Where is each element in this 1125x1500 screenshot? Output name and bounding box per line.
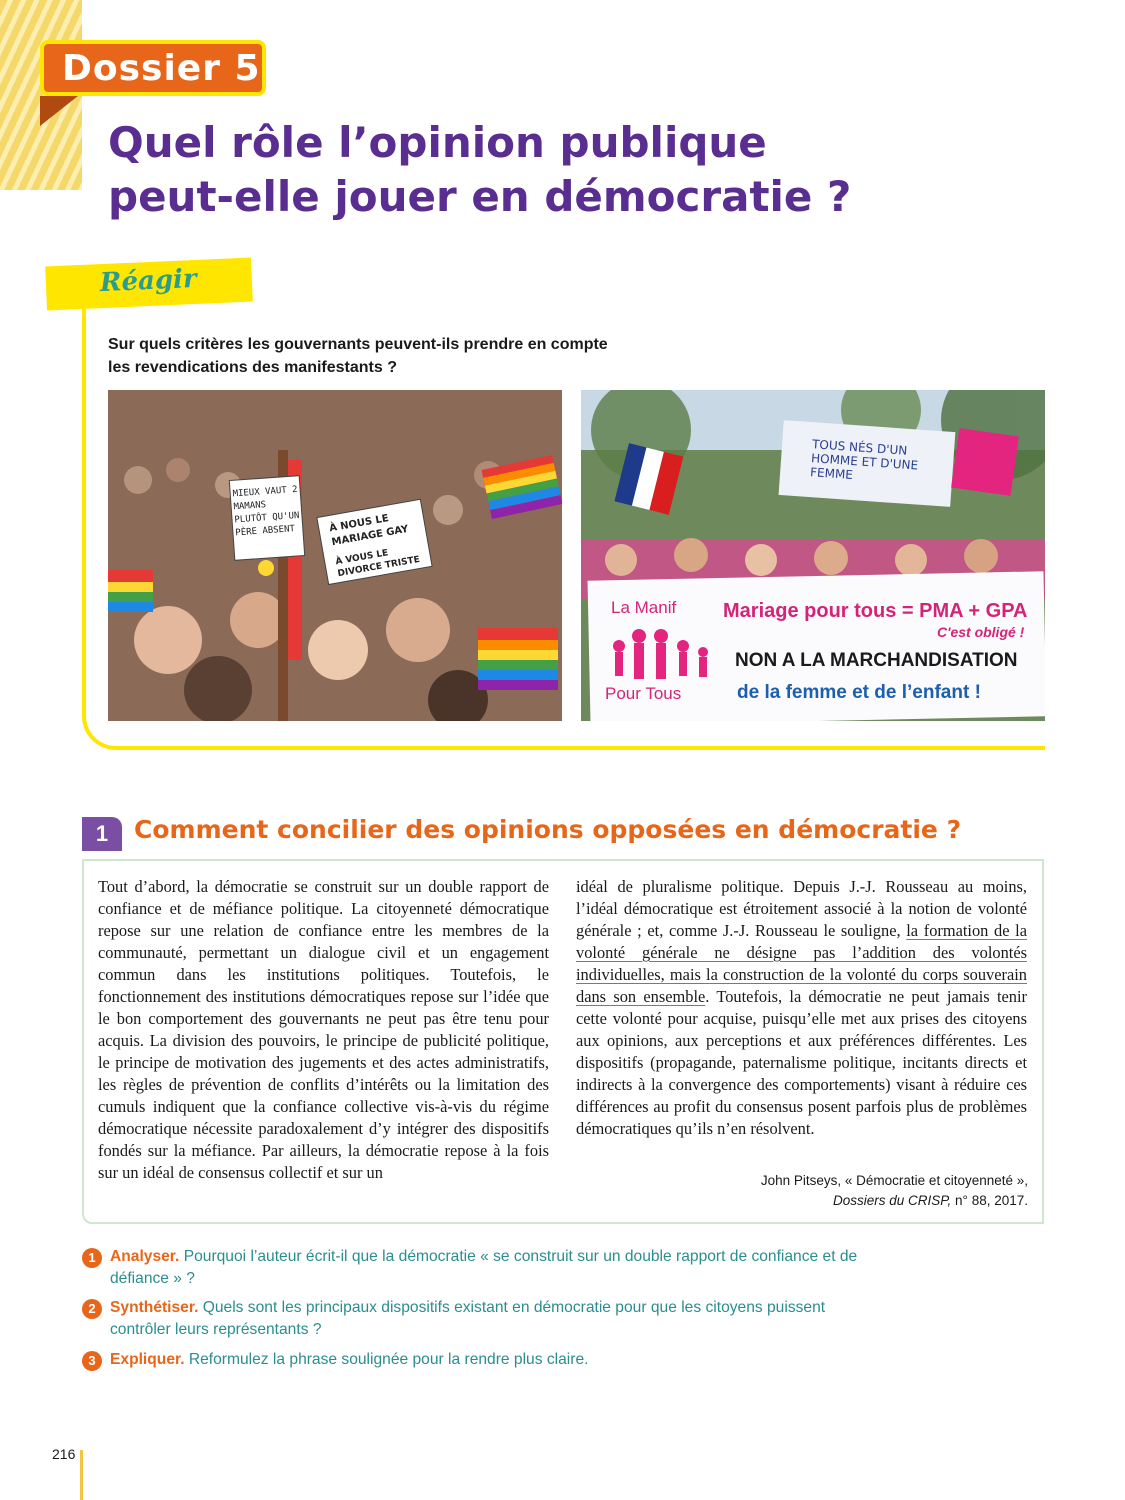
protest-sign-left: MIEUX VAUT 2 MAMANS PLUTÔT QU'UN PÈRE ABSENT: [232, 484, 300, 539]
question-number: 2: [82, 1299, 102, 1319]
banner-line3: NON A LA MARCHANDISATION: [735, 650, 1018, 671]
section-number-badge: 1: [82, 817, 122, 851]
protest-sign-center: À NOUS LE MARIAGE GAY: [328, 513, 410, 549]
question-text: Reformulez la phrase soulignée pour la rendre plus claire.: [184, 1351, 589, 1368]
document-text-left: Tout d’abord, la démocratie se construit sur un double rapport de confiance et de méfiance politique. La citoyenneté démocratique repose sur une relation de confiance entre les membres de la communauté, permettant un dialogue civil et un engagement commun dans les institutions politiques. Toutefois, le fonctionnement des institutions démocratiques repose sur l’idée que le bon comportement des gouvernants ne peut pas être tenu pour acquis. La division des pouvoirs, le principe de publicité politique, le principe de motivation des jugements et des actes administratifs, les règles de prévention de conflits d’intérêts ou la limitation des cumuls indiquent que la confiance collective vis-à-vis du régime démocratique nécessite paradoxalement d’y intégrer des dispositifs fondés sur la méfiance. Par ailleurs, la démocratie repose à la fois sur un idéal de consensus collectif et sur un: [98, 877, 549, 1182]
question-text: Quels sont les principaux dispositifs existant en démocratie pour que les citoyens puissent contrôler leurs représentants ?: [110, 1299, 826, 1338]
document-text-right: idéal de pluralisme politique. Depuis J.-J. Rousseau au moins, l’idéal démocratique est étroitement associé à la notion de volonté générale ; et, comme J.-J. Rousseau le souligne, la formation de la volonté générale ne désigne pas l’addition des volontés individuelles, mais la construction de la volonté du corps souverain dans son ensemble. Toutefois, la démocratie ne peut jamais tenir cette volonté pour acquise, puisqu’elle met aux prises des citoyens aux opinions, aux perceptions et aux préférences différentes. Les dispositifs (propagande, paternalisme politique, incitants directs et indirects à la convergence des comportements) visant à réduire ces différences au profit du consensus posent parfois plus de problèmes démocratiques qu’ils n’en résolvent.: [576, 877, 1028, 1138]
banner-line2: C'est obligé !: [937, 624, 1025, 640]
page-title: [108, 116, 1008, 224]
reagir-label: Réagir: [99, 263, 198, 299]
page-title-line1: Quel rôle l’opinion publique: [108, 118, 767, 167]
document-source: [576, 1171, 1028, 1211]
banner-logo-line1: La Manif: [611, 598, 677, 617]
page-number: 216: [52, 1446, 76, 1462]
question-number: 1: [82, 1248, 102, 1268]
banner-top: TOUS NÉS D'UN HOMME ET D'UNE FEMME: [809, 437, 919, 483]
banner-line4: de la femme et de l’enfant !: [737, 682, 981, 703]
dossier-label: Dossier 5: [62, 48, 261, 89]
dossier-tab-fold: [40, 96, 78, 126]
reagir-banner: [45, 258, 253, 311]
protest-sign-center-bottom: À VOUS LE DIVORCE TRISTE: [334, 548, 421, 580]
reagir-question-line2: les revendications des manifestants ?: [108, 359, 397, 376]
banner-logo-line2: Pour Tous: [605, 684, 682, 703]
underlined-sentence: la formation de la volonté générale ne désigne pas l’addition des volontés individuelles, mais la construction de la volonté du corps souverain dans son ensemble: [576, 921, 1028, 1006]
photo-manif-pour-tous: [581, 390, 1045, 721]
page-title-line2: peut-elle jouer en démocratie ?: [108, 172, 852, 221]
question-verb: Synthétiser.: [110, 1299, 199, 1316]
reagir-question-line1: Sur quels critères les gouvernants peuvent-ils prendre en compte: [108, 336, 608, 353]
question-number: 3: [82, 1351, 102, 1371]
page-bar: [80, 1450, 83, 1500]
banner-line1: Mariage pour tous = PMA + GPA: [723, 600, 1028, 622]
source-journal: Dossiers du CRISP,: [832, 1193, 952, 1208]
question-verb: Expliquer.: [110, 1351, 185, 1368]
source-line1: John Pitseys, « Démocratie et citoyenneté »,: [760, 1173, 1028, 1188]
photo-pro-marriage-protest: [108, 390, 562, 721]
dossier-tab: [40, 40, 266, 96]
reagir-question: [108, 333, 708, 379]
source-issue: n° 88, 2017.: [951, 1193, 1028, 1208]
question-text: Pourquoi l’auteur écrit-il que la démocratie « se construit sur un double rapport de confiance et de défiance » ?: [110, 1248, 858, 1287]
section-title: Comment concilier des opinions opposées en démocratie ?: [134, 815, 962, 844]
question-verb: Analyser.: [110, 1248, 180, 1265]
